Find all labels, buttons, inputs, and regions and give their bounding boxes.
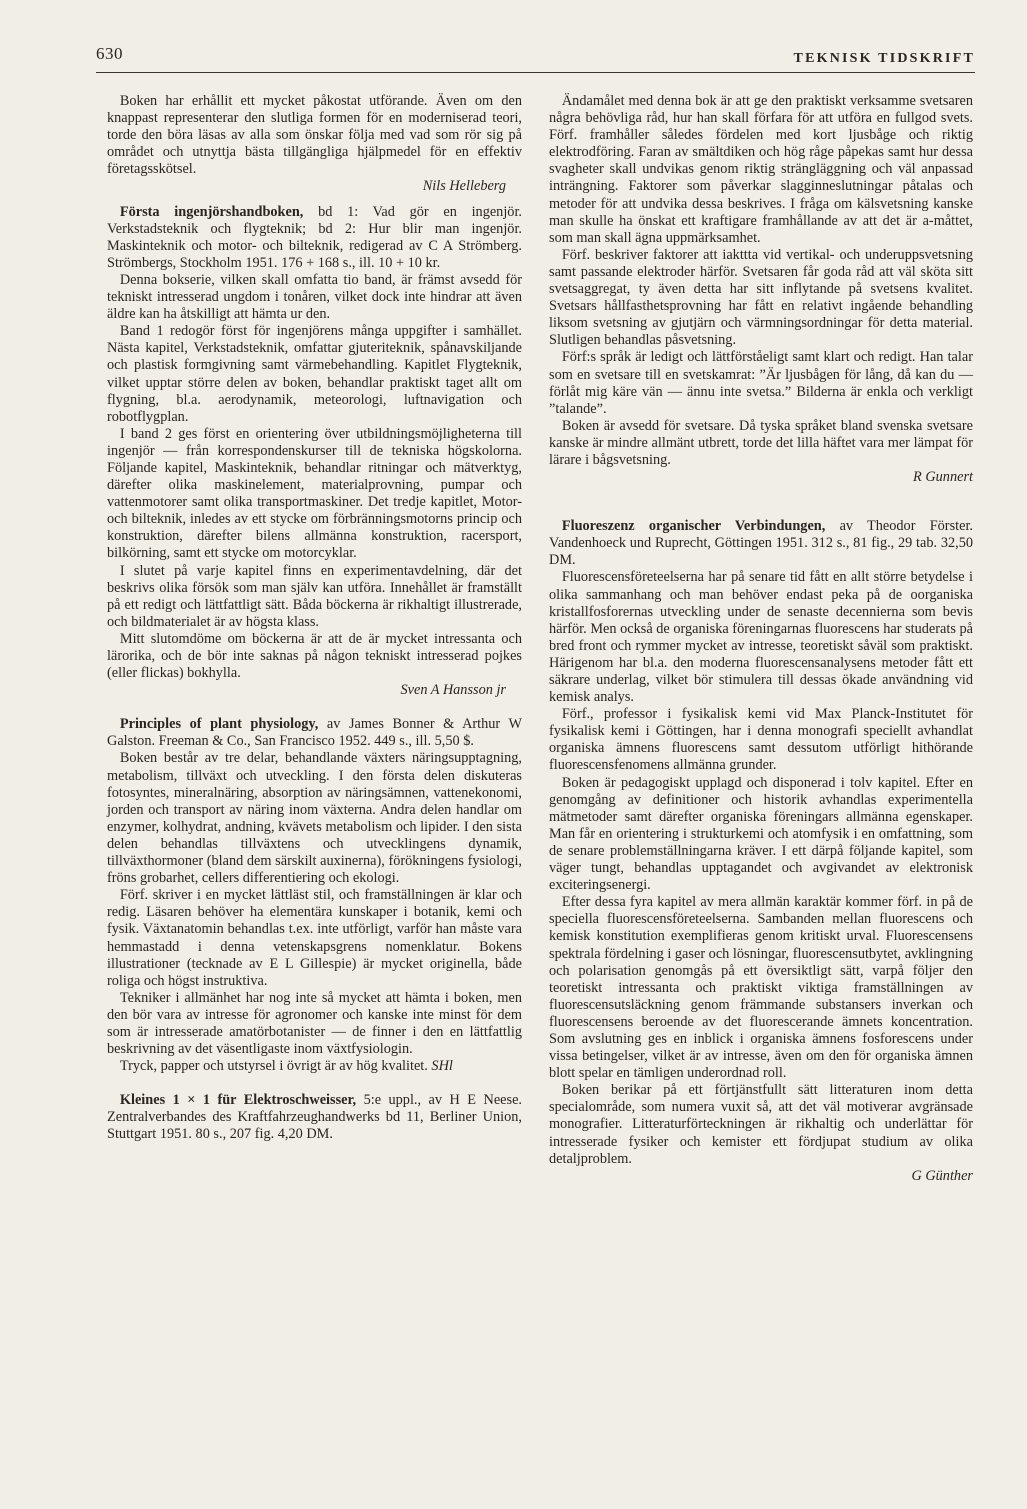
review-paragraph: I band 2 ges först en orientering över utbildningsmöjligheterna till ingenjör — från korrespondenskurser till de tekniska högskolorna. Följande kapitel, Maskinteknik, behandlar ritningar och mätverktyg, därefter olika maskinelement, materialprovning, pumpar och vattenmotorer samt olika transportmaskiner. Det tredje kapitlet, Motor- och bilteknik, inledes av ett stycke om förbränningsmotorns princip och konstruktion, därefter bilens allmänna konstruktion, racersport, bilkörning, samt ett stycke om motorcyklar. (107, 425, 522, 562)
book-entry (107, 1092, 522, 1143)
review-paragraph: Efter dessa fyra kapitel av mera allmän karaktär kommer förf. in på de speciella fluorescensföreteelserna. Sambanden mellan fluorescens och kemisk konstitution exemplifieras genom kritiskt urval. Fluorescensens spektrala fördelning i gaser och lösningar, fluorescensutbytet, avklingning och polarisation genomgås på ett översiktligt sätt, varpå följer den teoretiskt intressanta och praktiskt viktiga framställningen av fluorescensutsläckning genom främmande substansers inverkan och fluorescensens beroende av det fluorescerande ämnets koncentration. Som avslutning ges en inblick i organiska ämnens fosforescens under vissa betingelser, vilket är av intresse, även om den för organiska ämnen blott spelar en tämligen underordnad roll. (549, 894, 973, 1082)
review-paragraph: Boken består av tre delar, behandlande växters näringsupptagning, metabolism, tillväxt och utveckling. I den första delen diskuteras fotosyntes, mineralnäring, absorption av näringsämnen, vattenekonomi, jorden och transport av näring inom växterna. Andra delen handlar om enzymer, kolhydrat, andning, kvävets metabolism och lipider. I den sista delen behandlas tillväxtens och utvecklingens dynamik, tillväxthormoner (bland dem särskilt auxinerna), förökningens fysiologi, fröns grobarhet, cellers differentiering och ekologi. (107, 750, 522, 887)
running-head: TEKNISK TIDSKRIFT (793, 51, 975, 66)
book-details: 5:e uppl., av H E Neese. Zentralverbandes des Kraftfahrzeughandwerks bd 11, Berliner Union, Stuttgart 1951. 80 s., 207 fig. 4,20 DM. (107, 1092, 522, 1143)
review-paragraph: Förf. skriver i en mycket lättläst stil, och framställningen är klar och redig. Läsaren behöver ha elementära kunskaper i botanik, kemi och fysik. Växtanatomin behandlas t.ex. inte utförligt, varför han måste vara hemmastadd i denna vetenskapsgrens nomenklatur. Bokens illustrationer (tecknade av E L Gillespie) är mycket originella, både roliga och högst instruktiva. (107, 887, 522, 989)
review-paragraph: Boken är pedagogiskt upplagd och disponerad i tolv kapitel. Efter en genomgång av definitioner och historik avhandlas experimentella mätmetoder samt därefter organiska föreningars allmänna egenskaper. Man får en orientering i strukturkemi och atomfysik i en omfattning, som de senare problemställningarna kräver. I ett därpå följande kapitel, som väger tungt, behandlas upptagandet och avgivandet av elektronisk exciteringsenergi. (549, 774, 973, 894)
review-paragraph (107, 1058, 522, 1075)
review-paragraph: Tekniker i allmänhet har nog inte så mycket att hämta i boken, men den bör vara av intresse för agronomer och kanske inte minst för dem som är intresserade amatörbotanister — de finner i den en lättfattlig beskrivning av det väsentligaste inom växtfysiologin. (107, 989, 522, 1058)
review-paragraph: Förf. beskriver faktorer att iakttta vid vertikal- och underuppsvetsning samt passande elektroder härför. Svetsaren får goda råd att väl sköta sitt svetsaggregat, ty även detta har sitt inflytande på svetsens kvalitet. Svetsars hållfasthetsprovning har fått en relativt ingående behandling liksom svetsning av gjutjärn och värmningsordningar för detta material. Slutligen behandlas påsvetsning. (549, 246, 973, 349)
book-title: Fluoreszenz organischer Verbindungen, (561, 518, 826, 535)
reviewer-signature: R Gunnert (913, 469, 973, 486)
book-entry (549, 518, 973, 569)
page-number: 630 (96, 44, 123, 63)
review-paragraph: Boken berikar på ett förtjänstfullt sätt litteraturen inom detta specialområde, som numera vuxit så, att det väl motiverar avgränsade monografier. Litteraturförteckningen är rikhaltig och underlättar för intresserade fysiker och kemister ett fördjupat studium av olika detaljproblem. (549, 1082, 973, 1167)
reviewer-signature: Sven A Hansson jr (400, 682, 506, 699)
header-rule (96, 72, 975, 73)
review-paragraph: Fluorescensföreteelserna har på senare tid fått en allt större betydelse i olika sammanhang och man behöver endast peka på de oorganiska kristallfosforernas utveckling under de senaste decennierna som bevis härför. Men också de organiska föreningarnas fluorescens har studerats på bred front och rymmer mycket av intresse, teoretiskt såväl som praktiskt. Härigenom har bl.a. den moderna fluorescensanalysens metoder fått ett säkrare underlag, vilket bör stimulera till dessas ökade användning vid kemisk analys. (549, 569, 973, 706)
book-title: Kleines 1 × 1 für Elektroschweisser, (119, 1092, 357, 1109)
book-title: Första ingenjörshandboken, (119, 203, 304, 220)
review-paragraph: Band 1 redogör först för ingenjörens många uppgifter i samhället. Nästa kapitel, Verkstadsteknik, omfattar gjuteriteknik, spånavskiljande och plastisk formgivning samt värmebehandling. Kapitlet Flygteknik, vilket upptar större delen av boken, behandlar praktiskt taget allt om flygning, bl.a. aerodynamik, meteorologi, luftnavigation och robotflygplan. (107, 323, 522, 425)
review-paragraph: Mitt slutomdöme om böckerna är att de är mycket intressanta och lärorika, och de bör inte saknas på någon tekniskt intresserad pojkes (eller flickas) bokhylla. (107, 630, 522, 682)
review-paragraph: Boken är avsedd för svetsare. Då tyska språket bland svenska svetsare kanske är mindre allmänt utbrett, torde det lilla häftet vara mer lämpat för lärare i bågsvetsning. (549, 417, 973, 468)
review-text: Tryck, papper och utstyrsel i övrigt är av hög kvalitet. (119, 1058, 428, 1075)
review-paragraph: Förf:s språk är ledigt och lättförståeligt samt klart och redigt. Han talar som en svetsare till en svetskamrat: ”Är ljusbågen för lång, då kan du — förlåt mig käre vän — ännu inte svetsa.” Bilderna är enkla och verkligt ”talande”. (549, 349, 973, 417)
book-title: Principles of plant physiology, (119, 716, 319, 733)
review-paragraph: Förf., professor i fysikalisk kemi vid Max Planck-Institutet för fysikalisk kemi i Göttingen, har i denna monografi speciellt avhandlat organiska ämnens fluorescens samt dessutom utförligt hithörande fluorescensfenomens allmänna grunder. (549, 706, 973, 774)
left-column (107, 93, 522, 1144)
book-entry (107, 204, 522, 272)
review-paragraph: I slutet på varje kapitel finns en experimentavdelning, där det beskrivs olika försök som man själv kan utföra. Innehållet är framställt på ett redigt och lättfattligt sätt. Båda böckerna är rikhaltigt illustrerade, och bildmaterialet är av högsta klass. (107, 562, 522, 630)
reviewer-signature: Nils Helleberg (422, 178, 506, 195)
review-paragraph: Denna bokserie, vilken skall omfatta tio band, är främst avsedd för tekniskt intresserad ungdom i tonåren, vilket dock inte hindrar att även äldre kan ha åtskilligt att hämta ur den. (107, 271, 522, 323)
book-details: av Theodor Förster. Vandenhoeck und Ruprecht, Göttingen 1951. 312 s., 81 fig., 29 tab. 32,50 DM. (549, 518, 973, 569)
book-details: bd 1: Vad gör en ingenjör. Verkstadsteknik och flygteknik; bd 2: Hur blir man ingenjör. Maskinteknik och motor- och bilteknik, redigerad av C A Strömberg. Strömbergs, Stockholm 1951. 176 + 168 s., ill. 10 + 10 kr. (107, 203, 523, 271)
reviewer-signature: G Günther (911, 1167, 973, 1184)
review-paragraph: Ändamålet med denna bok är att ge den praktiskt verksamme svetsaren några behövliga råd, hur han skall förfara för att utföra en fullgod svets. Förf. framhåller således fördelen med kort ljusbåge och riktig elektrodföring. Faran av smältdiken och hög råge påpekas samt hur dessa svagheter skall undvikas genom riktig strängläggning och väl anpassad inträngning. Faktorer som påverkar slagginneslutningar påtalas och metoder för att undvika dessa beskrives. I fråga om kälsvetsning kanske man skulle ha önskat ett kraftigare framhållande av att det är a-måttet, som man skall ägna uppmärksamhet. (549, 93, 973, 246)
book-entry (107, 716, 522, 750)
reviewer-signature: SHl (431, 1058, 453, 1075)
right-column (549, 93, 973, 1185)
review-paragraph: Boken har erhållit ett mycket påkostat utförande. Även om den knappast representerar den slutliga formen för en moderniserad teori, torde den böra läsas av alla som önskar följa med vad som rör sig på området och utnyttja bästa tillgängliga hjälpmedel för en effektiv företagsskötsel. (107, 93, 522, 178)
book-details: av James Bonner & Arthur W Galston. Freeman & Co., San Francisco 1952. 449 s., ill. 5,50 $. (107, 716, 522, 750)
